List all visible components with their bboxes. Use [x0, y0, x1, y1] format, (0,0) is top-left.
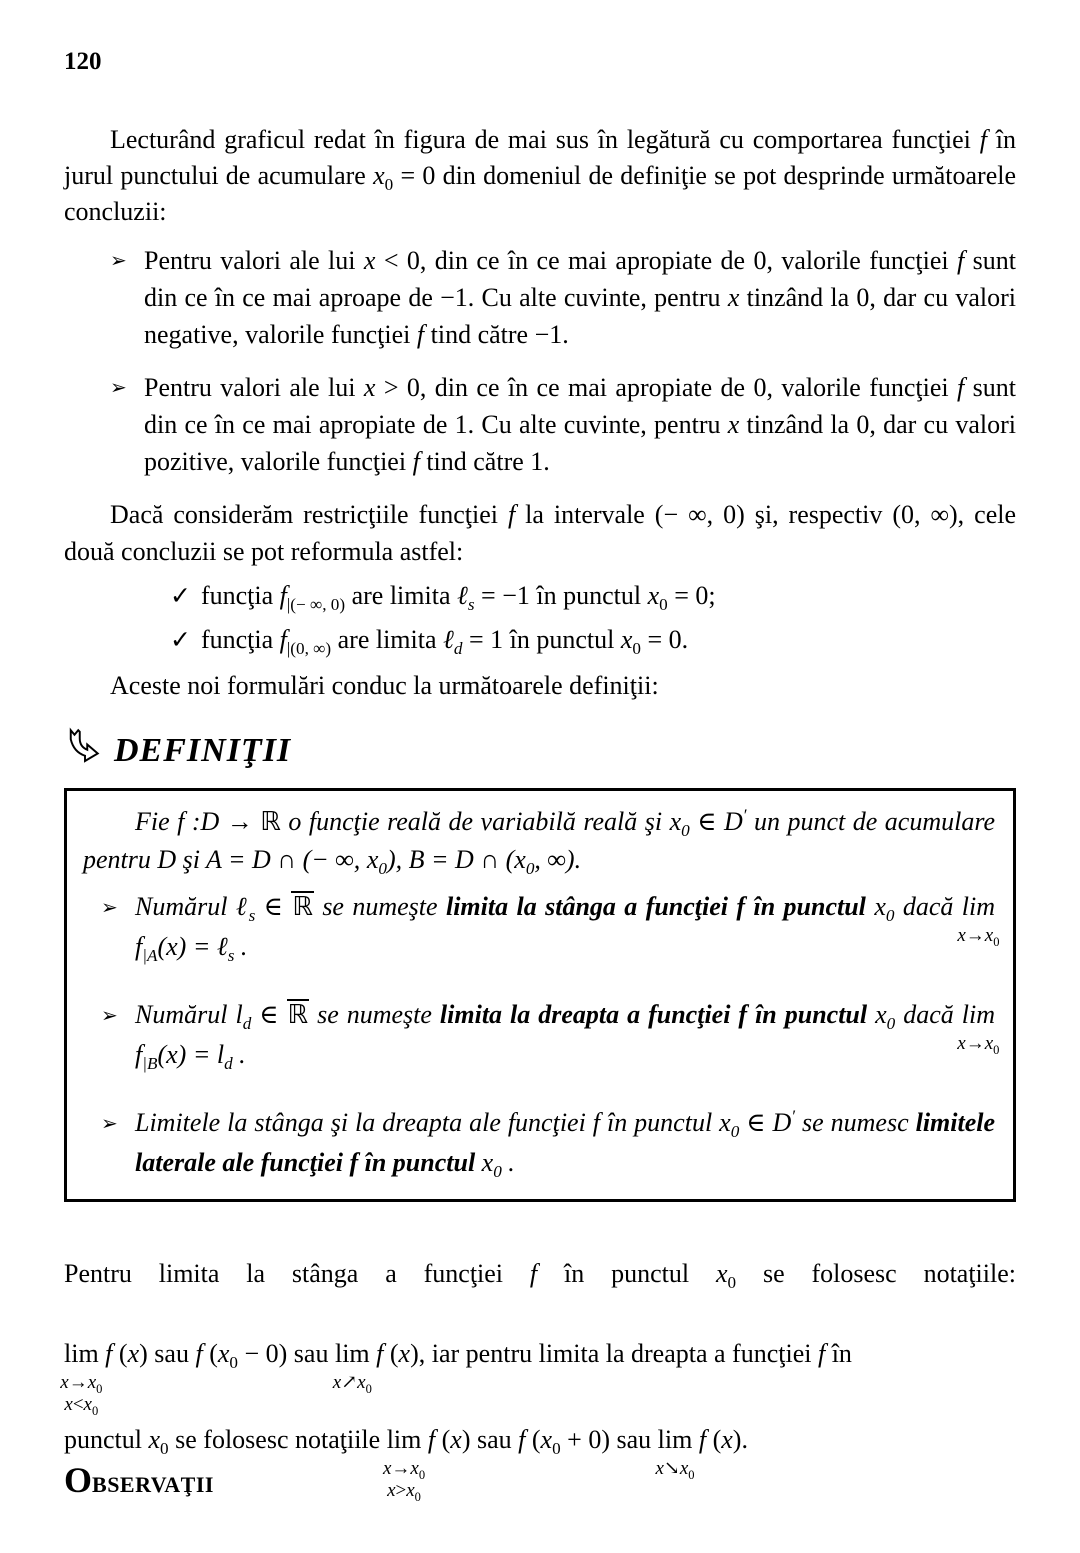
check-text: funcţia $f_{|(- \infty, 0)}$ are limita ℓ$_s$ = −1 în punctul $x_0 = 0$; — [200, 581, 716, 615]
check-item — [170, 624, 1016, 659]
reformulation-paragraph: Dacă considerăm restricţiile funcţiei f la intervale (− ∞, 0) şi, respectiv (0, ∞), cele două concluzii se pot reformula astfel: — [64, 500, 1017, 566]
page-number: 120 — [64, 48, 102, 75]
notations-intro-paragraph: Pentru limita la stânga a funcţiei f în punctul $x_0$ se folosesc notaţiile: — [64, 1259, 1016, 1293]
observations-initial: O — [64, 1460, 93, 1500]
notation-line-right-limit: punctul $x_0$ se folosesc notaţiile lim $x\to x_0$ $x>x_0$ f (x) sau f $(x_0 + 0)$ sau lim $x↘x_0$ f (x). — [64, 1425, 748, 1504]
definition-text: Limitele la stânga şi la dreapta ale funcţiei f în punctul $x_0$ ∈ D′ se numesc limitele laterale ale funcţiei f în punctul $x_0$ . — [135, 1106, 996, 1182]
arrow-bullet-icon: ➢ — [110, 375, 127, 399]
definitions-heading: DEFINIŢII — [114, 732, 292, 769]
definition-item — [101, 995, 1000, 1075]
lead-in-paragraph: Aceste noi formulări conduc la următoarele definiţii: — [110, 671, 659, 700]
arrow-bullet-icon: ➢ — [101, 895, 118, 919]
definition-item — [101, 887, 1000, 967]
definition-box — [64, 788, 1016, 1202]
checkmark-icon: ✓ — [170, 625, 191, 654]
checkmark-icon: ✓ — [170, 581, 191, 610]
bent-arrow-icon — [64, 726, 100, 776]
check-text: funcţia $f_{|(0, \infty)}$ are limita ℓ$_d$ = 1 în punctul $x_0 = 0$. — [200, 625, 689, 659]
arrow-bullet-icon: ➢ — [101, 1003, 118, 1027]
intro-paragraph: Lecturând graficul redat în figura de mai sus în legătură cu comportarea funcţiei f în jurul punctului de acumulare $x_0 = 0$ din domeniul de definiţie se pot desprinde următoarele concluzii: — [64, 125, 1016, 226]
check-item — [170, 580, 1016, 615]
observations-rest: BSERVAŢII — [92, 1472, 214, 1497]
definition-intro: Fie f :D → ℝ o funcţie reală de variabilă reală şi $x_0$ ∈ D′ un punct de acumulare pentru D şi A = D ∩ (− ∞, $x_0$), B = D ∩ ($x_0$, ∞). — [83, 805, 996, 879]
definitions-heading-row — [64, 726, 1016, 776]
observations-heading — [64, 1460, 1016, 1505]
notation-line-left-limit: lim $x\to x_0$ $x<x_0$ f (x) sau f $(x_0 - 0)$ sau lim $x↗x_0$ f (x), iar pentru limita la dreapta a funcţiei f în — [60, 1339, 852, 1418]
definition-item — [101, 1103, 995, 1183]
arrow-bullet-icon: ➢ — [101, 1111, 118, 1135]
bullet-item — [110, 369, 1016, 480]
bullet-text: Pentru valori ale lui x > 0, din ce în ce mai apropiate de 0, valorile funcţiei f sunt din ce în ce mai apropiate de 1. Cu alte cuvinte, pentru x tinzând la 0, dar cu valori pozitive, valorile funcţiei f tind către 1. — [144, 373, 1016, 476]
bullet-item — [110, 242, 1016, 353]
bullet-text: Pentru valori ale lui x < 0, din ce în ce mai apropiate de 0, valorile funcţiei f sunt din ce în ce mai aproape de −1. Cu alte cuvinte, pentru x tinzând la 0, dar cu valori negative, valorile funcţiei f tind către −1. — [144, 246, 1016, 349]
definition-text: Numărul ℓ$_s$ ∈ ℝ se numeşte limita la stânga a funcţiei f în punctul $x_0$ dacă lim $x\to x_0$ $f_{|A}(x)$ = ℓ$_s$ . — [135, 892, 1000, 966]
definition-text: Numărul $l_d$ ∈ ℝ se numeşte limita la dreapta a funcţiei f în punctul $x_0$ dacă lim $x\to x_0$ $f_{|B}(x) = l_d$ . — [135, 1000, 1000, 1074]
arrow-bullet-icon: ➢ — [110, 248, 127, 272]
